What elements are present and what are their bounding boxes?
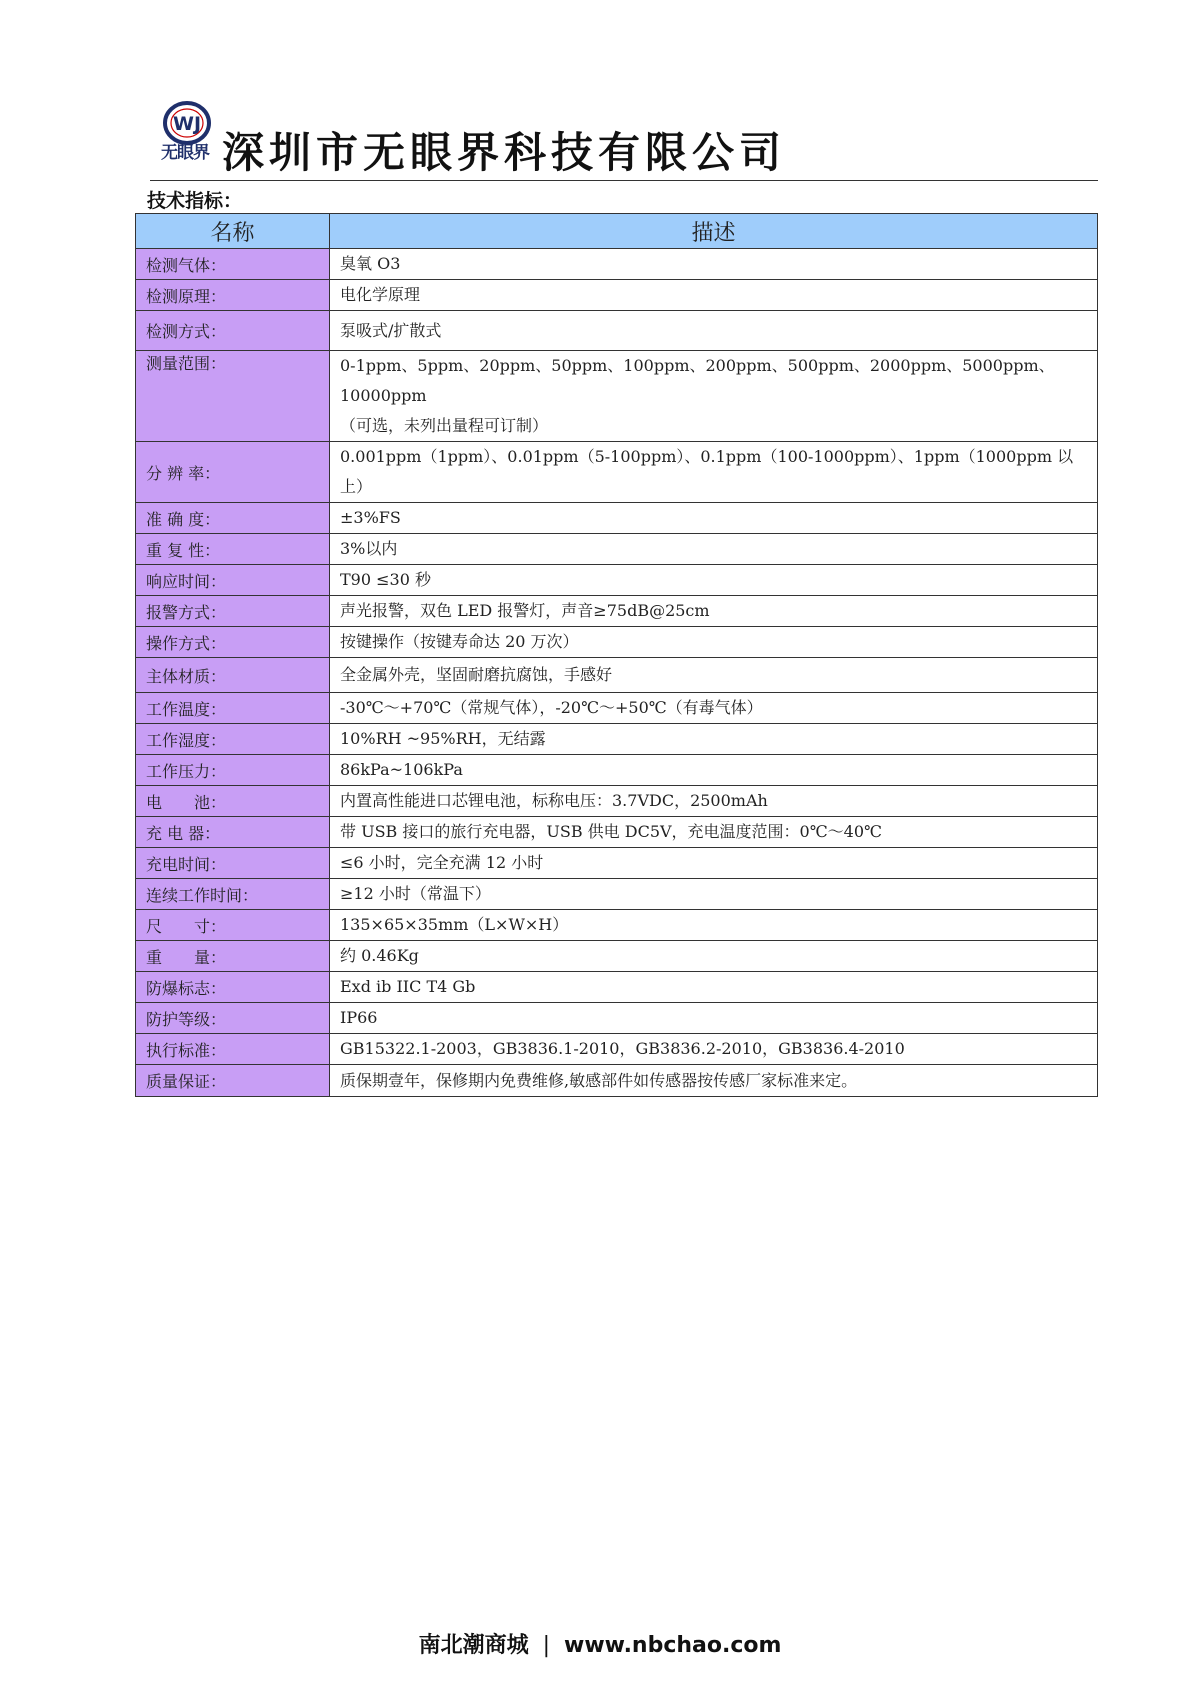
- spec-desc: 按键操作（按键寿命达 20 万次）: [330, 627, 1098, 658]
- logo-text: 无眼界: [161, 143, 209, 163]
- spec-name: 充电时间：: [136, 848, 330, 879]
- spec-name: 重 量：: [136, 941, 330, 972]
- spec-desc: ±3%FS: [330, 503, 1098, 534]
- spec-name: 充 电 器：: [136, 817, 330, 848]
- table-row: [136, 351, 1098, 442]
- spec-name: 连续工作时间：: [136, 879, 330, 910]
- table-row: [136, 658, 1098, 693]
- table-row: [136, 503, 1098, 534]
- table-row: [136, 755, 1098, 786]
- spec-desc: T90 ≤30 秒: [330, 565, 1098, 596]
- spec-name: 工作温度：: [136, 693, 330, 724]
- spec-name: 执行标准：: [136, 1034, 330, 1065]
- footer-separator: |: [542, 1633, 550, 1658]
- spec-desc-line: 0-1ppm、5ppm、20ppm、50ppm、100ppm、200ppm、500ppm、2000ppm、5000ppm、10000ppm: [340, 356, 1055, 405]
- spec-name: 防爆标志：: [136, 972, 330, 1003]
- table-row: [136, 1065, 1098, 1097]
- spec-desc: IP66: [330, 1003, 1098, 1034]
- table-row: [136, 442, 1098, 503]
- spec-desc: 全金属外壳，坚固耐磨抗腐蚀，手感好: [330, 658, 1098, 693]
- table-row: [136, 848, 1098, 879]
- table-row: [136, 565, 1098, 596]
- table-header-row: [136, 214, 1098, 249]
- spec-name: 工作湿度：: [136, 724, 330, 755]
- spec-desc: 质保期壹年，保修期内免费维修,敏感部件如传感器按传感厂家标准来定。: [330, 1065, 1098, 1097]
- spec-desc: ≤6 小时，完全充满 12 小时: [330, 848, 1098, 879]
- spec-desc: 86kPa~106kPa: [330, 755, 1098, 786]
- header-desc: 描述: [330, 214, 1098, 249]
- table-row: [136, 596, 1098, 627]
- spec-name: 操作方式：: [136, 627, 330, 658]
- spec-name: 防护等级：: [136, 1003, 330, 1034]
- table-row: [136, 786, 1098, 817]
- spec-desc: 内置高性能进口芯锂电池，标称电压：3.7VDC，2500mAh: [330, 786, 1098, 817]
- spec-name: 检测气体：: [136, 249, 330, 280]
- spec-name: 尺 寸：: [136, 910, 330, 941]
- table-row: [136, 817, 1098, 848]
- spec-name: 主体材质：: [136, 658, 330, 693]
- table-row: [136, 879, 1098, 910]
- spec-desc: 135×65×35mm（L×W×H）: [330, 910, 1098, 941]
- table-row: [136, 972, 1098, 1003]
- spec-name: 检测方式：: [136, 311, 330, 351]
- logo-letters: WJ: [172, 113, 202, 135]
- spec-desc: 约 0.46Kg: [330, 941, 1098, 972]
- table-row: [136, 941, 1098, 972]
- company-name: 深圳市无眼界科技有限公司: [222, 128, 787, 177]
- spec-desc: 声光报警，双色 LED 报警灯，声音≥75dB@25cm: [330, 596, 1098, 627]
- spec-desc: ≥12 小时（常温下）: [330, 879, 1098, 910]
- spec-desc-line: （可选，未列出量程可订制）: [340, 416, 549, 435]
- table-row: [136, 1034, 1098, 1065]
- table-row: [136, 724, 1098, 755]
- page-footer: [0, 1628, 1200, 1659]
- spec-desc: 臭氧 O3: [330, 249, 1098, 280]
- spec-name: 响应时间：: [136, 565, 330, 596]
- spec-desc: 0.001ppm（1ppm）、0.01ppm（5-100ppm）、0.1ppm（100-1000ppm）、1ppm（1000ppm 以上）: [330, 442, 1098, 503]
- table-row: [136, 249, 1098, 280]
- footer-url: www.nbchao.com: [564, 1633, 782, 1658]
- spec-table: [135, 213, 1098, 1097]
- spec-name: 质量保证：: [136, 1065, 330, 1097]
- spec-desc: GB15322.1-2003，GB3836.1-2010，GB3836.2-2010，GB3836.4-2010: [330, 1034, 1098, 1065]
- table-row: [136, 1003, 1098, 1034]
- table-row: [136, 693, 1098, 724]
- spec-desc: 带 USB 接口的旅行充电器，USB 供电 DC5V，充电温度范围：0℃～40℃: [330, 817, 1098, 848]
- spec-desc: [330, 351, 1098, 442]
- spec-desc: 10%RH ~95%RH，无结露: [330, 724, 1098, 755]
- spec-name: 分 辨 率：: [136, 442, 330, 503]
- spec-name: 重 复 性：: [136, 534, 330, 565]
- spec-name: 工作压力：: [136, 755, 330, 786]
- spec-name: 测量范围：: [136, 351, 330, 442]
- table-row: [136, 627, 1098, 658]
- spec-desc: 3%以内: [330, 534, 1098, 565]
- header-name: 名称: [136, 214, 330, 249]
- spec-name: 电 池：: [136, 786, 330, 817]
- spec-desc: 电化学原理: [330, 280, 1098, 311]
- spec-name: 报警方式：: [136, 596, 330, 627]
- spec-name: 准 确 度：: [136, 503, 330, 534]
- spec-desc: -30℃～+70℃（常规气体），-20℃～+50℃（有毒气体）: [330, 693, 1098, 724]
- table-row: [136, 534, 1098, 565]
- page-header: [150, 86, 1098, 181]
- spec-desc: 泵吸式/扩散式: [330, 311, 1098, 351]
- table-row: [136, 311, 1098, 351]
- spec-name: 检测原理：: [136, 280, 330, 311]
- section-title: 技术指标：: [147, 190, 243, 212]
- table-row: [136, 910, 1098, 941]
- footer-site-name: 南北潮商城: [418, 1633, 529, 1658]
- table-row: [136, 280, 1098, 311]
- spec-desc: Exd ib IIC T4 Gb: [330, 972, 1098, 1003]
